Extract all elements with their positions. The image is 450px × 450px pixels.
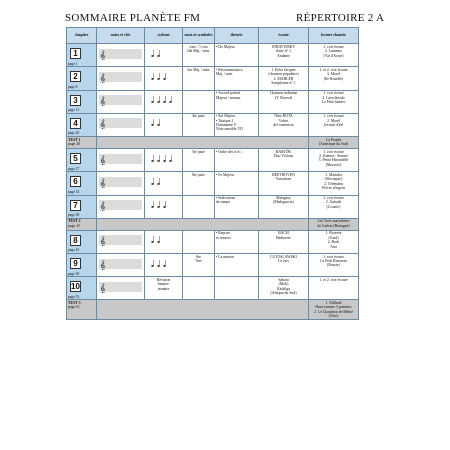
test-row xyxy=(67,136,359,148)
col-header: lecture chantée xyxy=(309,28,359,44)
rhythm-cell xyxy=(145,149,183,172)
chapter-cell xyxy=(67,90,97,113)
col-header: écoute xyxy=(259,28,309,44)
words-symbols-cell xyxy=(183,90,215,113)
test-song: Les Trois mariolettes de Guérin (Bretagne) xyxy=(309,218,359,230)
notes-cell xyxy=(97,254,145,277)
page-number: page 38 xyxy=(68,213,80,218)
theory-cell: • La mineur xyxy=(215,254,259,277)
svg-text:𝄞: 𝄞 xyxy=(99,155,106,165)
col-header: chapitre xyxy=(67,28,97,44)
chapter-row xyxy=(67,149,359,172)
sight-singing-cell: 1. voir écoute 2. Latoslawski Le Petit Santier xyxy=(309,90,359,113)
rhythm-notes-icon xyxy=(146,258,181,268)
words-symbols-cell: 5te juste xyxy=(183,149,215,172)
page-number: page 43 xyxy=(68,223,80,228)
staff-icon xyxy=(98,199,143,211)
chapter-row xyxy=(67,67,359,90)
svg-text:𝄞: 𝄞 xyxy=(99,119,106,130)
listening-cell: 1. Frère Jacques (chanson populaire) 2. MAHLER Symphonie n° 1 xyxy=(259,67,309,90)
svg-text:𝄞: 𝄞 xyxy=(99,236,106,247)
chapter-row xyxy=(67,44,359,67)
words-symbols-cell: tons / ½ ton 2de Maj. / min. xyxy=(183,44,215,67)
theory-cell: • Reconnaissance Maj. / min. xyxy=(215,67,259,90)
notes-cell xyxy=(97,230,145,253)
rhythm-notes-icon xyxy=(146,153,181,163)
staff-icon xyxy=(98,94,143,106)
test-label: TEST 2 page 43 xyxy=(67,218,97,230)
chapter-cell xyxy=(67,254,97,277)
theory-cell: • Reprise et renvois xyxy=(215,230,259,253)
page-number: page 61 xyxy=(68,305,80,310)
page-number: page 33 xyxy=(68,189,80,194)
page-number: page 27 xyxy=(68,166,80,171)
rhythm-cell: Révision binaire/ ternaire xyxy=(145,277,183,300)
staff-icon xyxy=(98,176,143,188)
chapter-row xyxy=(67,113,359,136)
chapter-cell xyxy=(67,44,97,67)
notes-cell xyxy=(97,44,145,67)
words-symbols-cell: 4te juste xyxy=(183,113,215,136)
chapter-number[interactable]: 3 xyxy=(70,95,81,106)
test-filler xyxy=(97,218,309,230)
rhythm-notes-icon xyxy=(146,234,181,244)
chapter-row xyxy=(67,195,359,218)
sight-singing-cell: 1. voir écoute La Petit Ruisseau (Russie) xyxy=(309,254,359,277)
page-number: page 20 xyxy=(68,141,80,146)
sight-singing-cell: 1. et 2. voir écoute xyxy=(309,277,359,300)
col-header: rythme xyxy=(145,28,183,44)
listening-cell: STRAVINSKY Suite n° 1 Andante xyxy=(259,44,309,67)
words-symbols-cell: 3ce Maj. / min. xyxy=(183,67,215,90)
svg-text:𝄞: 𝄞 xyxy=(99,73,106,83)
chapter-number[interactable]: 1 xyxy=(70,48,81,59)
notes-cell xyxy=(97,172,145,195)
listening-cell: Nino ROTA Valser del commisto xyxy=(259,113,309,136)
theory-cell: • Fa Majeur xyxy=(215,172,259,195)
theory-cell xyxy=(215,277,259,300)
rhythm-cell xyxy=(145,172,183,195)
listening-cell: Sahara (Mali) Kalaliga (Afrique du Sud) xyxy=(259,277,309,300)
chapter-cell xyxy=(67,172,97,195)
page-number: page 45 xyxy=(68,248,80,253)
rhythm-cell xyxy=(145,44,183,67)
col-header: notes et clés xyxy=(97,28,145,44)
summary-table xyxy=(66,27,359,320)
rhythm-notes-icon xyxy=(146,71,181,81)
words-symbols-cell: 6te 7me xyxy=(183,254,215,277)
sight-singing-cell: 1. voir écoute 2. Kemna : Attente 3. Petite Hirondelle (Moravie) xyxy=(309,149,359,172)
sight-singing-cell: 1. voir écoute 2. Morel Un nuit d'été xyxy=(309,113,359,136)
chapter-row xyxy=(67,172,359,195)
staff-icon xyxy=(98,258,143,270)
rhythm-notes-icon xyxy=(146,117,181,127)
chapter-number[interactable]: 9 xyxy=(70,258,81,269)
page-number: page 53 xyxy=(68,294,80,299)
staff-icon xyxy=(98,48,143,60)
header-row xyxy=(67,28,359,44)
words-symbols-cell xyxy=(183,230,215,253)
rhythm-cell xyxy=(145,90,183,113)
chapter-number[interactable]: 7 xyxy=(70,200,81,211)
chapter-cell xyxy=(67,67,97,90)
staff-icon xyxy=(98,117,143,129)
rhythm-cell xyxy=(145,230,183,253)
svg-text:𝄞: 𝄞 xyxy=(99,178,106,188)
chapter-row xyxy=(67,277,359,300)
listening-cell: BACH Badinerie xyxy=(259,230,309,253)
staff-icon xyxy=(98,153,143,165)
chapter-row xyxy=(67,90,359,113)
theory-cell: • Indications de tempo xyxy=(215,195,259,218)
chapter-cell xyxy=(67,277,97,300)
svg-text:𝄞: 𝄞 xyxy=(99,201,106,212)
chapter-row xyxy=(67,230,359,253)
test-label: TEST 1 page 20 xyxy=(67,136,97,148)
test-filler xyxy=(97,136,309,148)
chapter-cell xyxy=(67,195,97,218)
chapter-row xyxy=(67,254,359,277)
staff-icon xyxy=(98,234,143,246)
page-number: page 1 xyxy=(68,61,78,66)
listening-cell: Chanson indienne (Y. Reveal) xyxy=(259,90,309,113)
theory-cell: • Ordre des ♯ et ♭ xyxy=(215,149,259,172)
repertoire-title: RÉPERTOIRE 2 A xyxy=(296,12,385,24)
test-filler xyxy=(97,300,309,320)
page-number: page 8 xyxy=(68,84,78,89)
test-song: La Prapéa (Amérique du Sud) xyxy=(309,136,359,148)
listening-cell: LUTOSLAWSKI Le Jars xyxy=(259,254,309,277)
listening-cell: BEETHOVEN Variations xyxy=(259,172,309,195)
svg-text:𝄞: 𝄞 xyxy=(99,283,106,293)
sight-singing-cell: 1. et 2. voir écoute 3. Morel (Ile Rouelle) xyxy=(309,67,359,90)
col-header: mots et symboles xyxy=(183,28,215,44)
rhythm-notes-icon xyxy=(146,199,181,209)
words-symbols-cell xyxy=(183,277,215,300)
page-number: page 50 xyxy=(68,271,80,276)
chapter-number[interactable]: 2 xyxy=(70,71,81,82)
chapter-cell xyxy=(67,149,97,172)
notes-cell xyxy=(97,67,145,90)
rhythm-notes-icon xyxy=(146,176,181,186)
sight-singing-cell: 1. voir écoute 2. Aubade (Croatie) xyxy=(309,195,359,218)
notes-cell xyxy=(97,113,145,136)
notes-cell xyxy=(97,90,145,113)
rhythm-cell xyxy=(145,113,183,136)
test-row xyxy=(67,218,359,230)
test-row xyxy=(67,300,359,320)
sight-singing-cell: 1. Marinka (Slovaquie) 2. Télémann Pièces d'argent xyxy=(309,172,359,195)
theory-cell: • Do Majeur xyxy=(215,44,259,67)
listening-cell: BARTÓK Duo Violons xyxy=(259,149,309,172)
sight-singing-cell: 1. Bourrée (Gard) 2. Bach Aria xyxy=(309,230,359,253)
summary-title: SOMMAIRE PLANÈTE FM xyxy=(65,12,201,24)
page-number: page 20 xyxy=(68,131,80,136)
rhythm-notes-icon xyxy=(146,94,181,104)
staff-icon xyxy=(98,71,143,83)
test-song: 1. Millaud Haut comme 3 pommes 2. Le Chaudron de Mémé (Nice) xyxy=(309,300,359,320)
words-symbols-cell xyxy=(183,195,215,218)
rhythm-cell xyxy=(145,67,183,90)
rhythm-notes-icon xyxy=(146,48,181,58)
listening-cell: Malagasy (Madagascar) xyxy=(259,195,309,218)
chapter-number[interactable]: 10 xyxy=(71,282,80,292)
staff-icon xyxy=(98,281,143,293)
rhythm-cell xyxy=(145,195,183,218)
svg-text:𝄞: 𝄞 xyxy=(99,260,106,270)
notes-cell xyxy=(97,149,145,172)
theory-cell: • Sol Majeur • Tonique I Dominante V Note sensible VII xyxy=(215,113,259,136)
page-number: page 13 xyxy=(68,108,80,113)
test-label: TEST 3 page 61 xyxy=(67,300,97,320)
svg-text:𝄞: 𝄞 xyxy=(99,96,106,107)
chapter-number[interactable]: 5 xyxy=(70,153,81,164)
chapter-number[interactable]: 6 xyxy=(70,176,81,187)
chapter-number[interactable]: 8 xyxy=(70,235,81,246)
notes-cell xyxy=(97,277,145,300)
svg-text:𝄞: 𝄞 xyxy=(99,50,106,60)
rhythm-cell xyxy=(145,254,183,277)
chapter-cell xyxy=(67,113,97,136)
col-header: théorie xyxy=(215,28,259,44)
sight-singing-cell: 1. voir écoute 2. Lamento (Val d'Aoste) xyxy=(309,44,359,67)
chapter-number[interactable]: 4 xyxy=(70,118,81,129)
chapter-cell xyxy=(67,230,97,253)
theory-cell: • Accord parfait Majeur / mineur xyxy=(215,90,259,113)
words-symbols-cell: 8te juste xyxy=(183,172,215,195)
notes-cell xyxy=(97,195,145,218)
